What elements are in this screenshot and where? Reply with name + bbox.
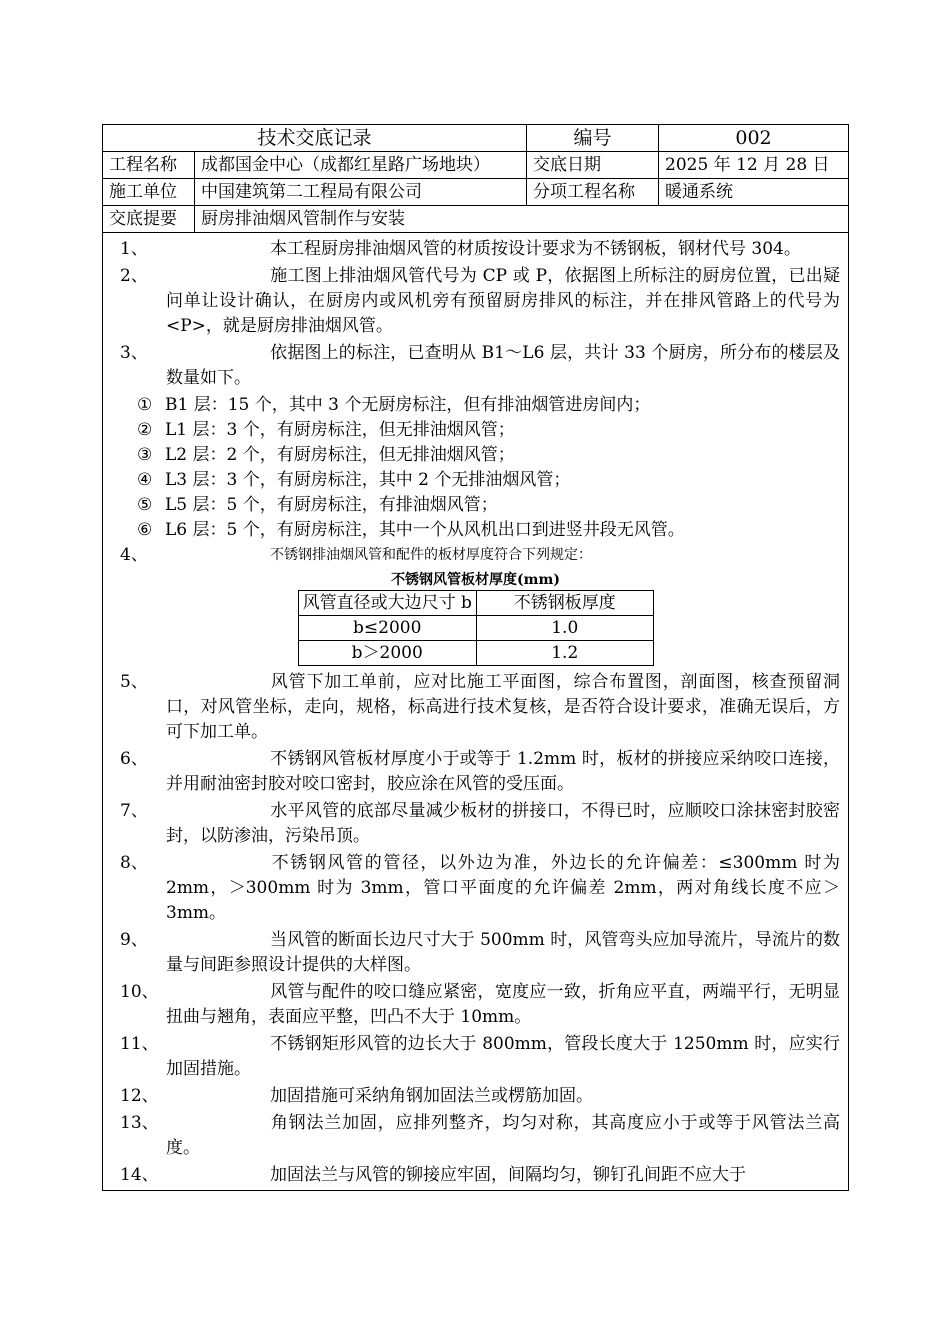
table-row [299, 641, 654, 666]
item-text: 施工图上排油烟风管代号为 CP 或 P，依据图上所标注的厨房位置，已出疑问单让设计确认，在厨房内或风机旁有预留厨房排风的标注，并在排风管路上的代号为<P>，就是厨房排油烟风管。 [166, 266, 841, 336]
item-number: 8、 [120, 853, 148, 873]
content-row [103, 233, 849, 1191]
subproject-value: 暖通系统 [659, 179, 849, 206]
table-cell: 1.2 [476, 641, 654, 666]
subproject-label: 分项工程名称 [527, 179, 659, 206]
list-item [111, 341, 840, 391]
list-item [111, 1163, 840, 1188]
floor-item [111, 468, 840, 493]
number-label: 编号 [527, 125, 659, 152]
item-text: 不锈钢风管板材厚度小于或等于 1.2mm 时，板材的拼接应采纳咬口连接，并用耐油密封胶对咬口密封，胶应涂在风管的受压面。 [166, 749, 841, 794]
summary-row [103, 206, 849, 233]
item-text: 风管与配件的咬口缝应紧密，宽度应一致，折角应平直，两端平行，无明显扭曲与翘角，表面应平整，凹凸不大于 10mm。 [166, 982, 841, 1027]
list-item [111, 670, 840, 745]
unit-value: 中国建筑第二工程局有限公司 [195, 179, 527, 206]
items-list-a [111, 237, 840, 391]
floor-item [111, 518, 840, 543]
list-item [111, 799, 840, 849]
thickness-table [298, 590, 654, 666]
floor-marker: ① [137, 395, 153, 415]
column-header: 不锈钢板厚度 [476, 591, 654, 616]
technical-disclosure-form [102, 124, 849, 1191]
floor-marker: ⑥ [137, 520, 153, 540]
floor-item [111, 418, 840, 443]
thickness-table-caption: 不锈钢风管板材厚度(mm) [391, 572, 560, 588]
list-item [111, 237, 840, 262]
item-number: 1、 [120, 239, 148, 259]
unit-row [103, 179, 849, 206]
items-list-b [111, 670, 840, 1188]
list-item [111, 980, 840, 1030]
date-label: 交底日期 [527, 152, 659, 179]
floor-list [111, 393, 840, 543]
list-item [111, 747, 840, 797]
list-item [111, 1084, 840, 1109]
item-text: 水平风管的底部尽量减少板材的拼接口，不得已时，应顺咬口涂抹密封胶密封，以防渗油，污染吊顶。 [166, 801, 841, 846]
header-row [103, 125, 849, 152]
floor-text: L5 层：5 个，有厨房标注，有排油烟风管； [165, 495, 498, 515]
list-item [111, 851, 840, 926]
item-number: 9、 [120, 930, 148, 950]
item-text: 加固措施可采纳角钢加固法兰或楞筋加固。 [270, 1086, 593, 1106]
item-number: 6、 [120, 749, 148, 769]
summary-label: 交底提要 [103, 206, 195, 233]
item-number: 3、 [120, 343, 148, 363]
table-cell: b＞2000 [299, 641, 477, 666]
list-item [111, 1032, 840, 1082]
list-item [111, 543, 840, 568]
project-label: 工程名称 [103, 152, 195, 179]
table-row [299, 616, 654, 641]
list-item [111, 1111, 840, 1161]
item-text: 不锈钢排油烟风管和配件的板材厚度符合下列规定： [270, 547, 592, 563]
item-number: 7、 [120, 801, 148, 821]
item-number: 13、 [120, 1113, 159, 1133]
floor-marker: ② [137, 420, 153, 440]
table-cell: b≤2000 [299, 616, 477, 641]
floor-text: L6 层：5 个，有厨房标注，其中一个从风机出口到进竖井段无风管。 [165, 520, 685, 540]
disclosure-content [103, 233, 849, 1191]
floor-item [111, 443, 840, 468]
item-number: 5、 [120, 672, 148, 692]
table-cell: 1.0 [476, 616, 654, 641]
date-value: 2025 年 12 月 28 日 [659, 152, 849, 179]
item-number: 2、 [120, 266, 148, 286]
number-value: 002 [659, 125, 849, 152]
column-header: 风管直径或大边尺寸 b [299, 591, 477, 616]
item-number: 4、 [120, 545, 148, 565]
item-text: 当风管的断面长边尺寸大于 500mm 时，风管弯头应加导流片，导流片的数量与间距参照设计提供的大样图。 [166, 930, 841, 975]
summary-value: 厨房排油烟风管制作与安装 [195, 206, 849, 233]
floor-marker: ⑤ [137, 495, 153, 515]
floor-marker: ④ [137, 470, 153, 490]
floor-text: L1 层：3 个，有厨房标注，但无排油烟风管； [165, 420, 515, 440]
form-title: 技术交底记录 [103, 125, 527, 152]
item-number: 10、 [120, 982, 159, 1002]
floor-item [111, 493, 840, 518]
unit-label: 施工单位 [103, 179, 195, 206]
list-item [111, 264, 840, 339]
item-text: 依据图上的标注，已查明从 B1～L6 层，共计 33 个厨房，所分布的楼层及数量如下。 [166, 343, 841, 388]
item-text: 角钢法兰加固，应排列整齐，均匀对称，其高度应小于或等于风管法兰高度。 [166, 1113, 841, 1158]
project-value: 成都国金中心（成都红星路广场地块） [195, 152, 527, 179]
item-text: 加固法兰与风管的铆接应牢固，间隔均匀，铆钉孔间距不应大于 [270, 1165, 746, 1185]
floor-item [111, 393, 840, 418]
item-text: 风管下加工单前，应对比施工平面图，综合布置图，剖面图，核查预留洞口，对风管坐标，走向，规格，标高进行技术复核，是否符合设计要求，准确无误后，方可下加工单。 [166, 672, 841, 742]
floor-text: L2 层：2 个，有厨房标注，但无排油烟风管； [165, 445, 515, 465]
floor-text: B1 层：15 个，其中 3 个无厨房标注，但有排油烟管进房间内； [165, 395, 651, 415]
list-item [111, 928, 840, 978]
project-row [103, 152, 849, 179]
item-text: 不锈钢矩形风管的边长大于 800mm，管段长度大于 1250mm 时，应实行加固措施。 [166, 1034, 841, 1079]
item-number: 12、 [120, 1086, 159, 1106]
item-text: 不锈钢风管的管径，以外边为准，外边长的允许偏差：≤300mm 时为 2mm，＞300mm 时为 3mm，管口平面度的允许偏差 2mm，两对角线长度不应＞3mm。 [166, 853, 841, 923]
table-header-row [299, 591, 654, 616]
item-number: 14、 [120, 1165, 159, 1185]
floor-text: L3 层：3 个，有厨房标注，其中 2 个无排油烟风管； [165, 470, 571, 490]
floor-marker: ③ [137, 445, 153, 465]
item-text: 本工程厨房排油烟风管的材质按设计要求为不锈钢板，钢材代号 304。 [270, 239, 801, 259]
item-number: 11、 [120, 1034, 159, 1054]
